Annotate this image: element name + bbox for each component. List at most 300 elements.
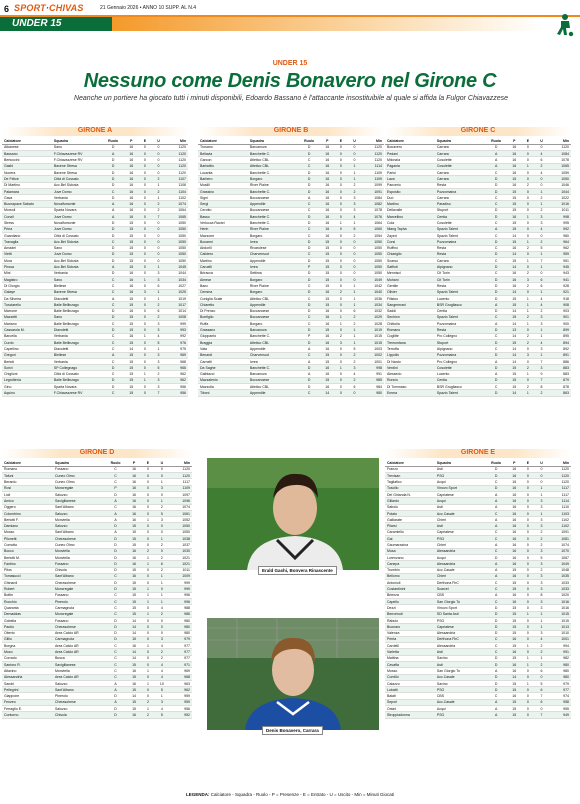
cell-p: 15 bbox=[127, 536, 141, 542]
cell-team: Acqui bbox=[435, 498, 485, 504]
cell-min: 959 bbox=[169, 693, 192, 699]
cell-u: 2 bbox=[348, 352, 362, 358]
cell-team: Derthona FbC bbox=[435, 580, 485, 586]
cell-u: 2 bbox=[535, 536, 549, 542]
cell-team: Capriatese bbox=[435, 491, 485, 497]
cell-e: 1 bbox=[521, 371, 535, 377]
cell-team: Baile Bellinzago bbox=[52, 302, 102, 308]
cell-e: 0 bbox=[521, 473, 535, 479]
cell-u: 3 bbox=[535, 517, 549, 523]
cell-p: 15 bbox=[124, 365, 138, 371]
cell-p: 15 bbox=[124, 302, 138, 308]
cell-p: 16 bbox=[127, 498, 141, 504]
cell-p: 14 bbox=[507, 674, 521, 680]
cell-min: 1117 bbox=[548, 485, 571, 491]
cell-p: 14 bbox=[507, 232, 521, 238]
cell-u: 7 bbox=[535, 712, 549, 718]
cell-team: Appendile bbox=[248, 201, 298, 207]
cell-min: 969 bbox=[165, 352, 188, 358]
cell-min: 962 bbox=[169, 687, 192, 693]
cell-u: 0 bbox=[535, 674, 549, 680]
cell-e: 0 bbox=[521, 251, 535, 257]
cell-e: 0 bbox=[138, 157, 152, 163]
cell-team: Bavene Stresa bbox=[52, 163, 102, 169]
cell-p: 16 bbox=[127, 517, 141, 523]
cell-player: Demaddas bbox=[2, 611, 53, 617]
cell-player: Vietti bbox=[2, 251, 52, 257]
cell-player: Trevisan bbox=[385, 473, 435, 479]
cell-min: 1060 bbox=[361, 226, 384, 232]
cell-team: Acc.Bel Sidonia bbox=[52, 239, 102, 245]
cell-team: Barcanova bbox=[248, 371, 298, 377]
cell-e: 3 bbox=[138, 289, 152, 295]
cell-p: 15 bbox=[320, 358, 334, 364]
cell-player: Mazzone bbox=[198, 232, 248, 238]
cell-role: D bbox=[298, 365, 321, 371]
cell-e: 0 bbox=[334, 302, 348, 308]
cell-team: Verbania bbox=[52, 195, 102, 201]
cell-u: 1 bbox=[535, 251, 549, 257]
cell-u: 1 bbox=[348, 220, 362, 226]
cell-p: 16 bbox=[507, 636, 521, 642]
cell-min: 1037 bbox=[169, 542, 192, 548]
cell-role: D bbox=[102, 258, 125, 264]
cell-u: 7 bbox=[152, 214, 166, 220]
cell-team: Banchette C. bbox=[248, 220, 298, 226]
cell-min: 1091 bbox=[548, 529, 571, 535]
cell-team: Moncregale bbox=[53, 611, 104, 617]
cell-e: 0 bbox=[138, 182, 152, 188]
cell-player: Bertotti F. bbox=[2, 517, 53, 523]
column-header: P bbox=[124, 138, 138, 144]
cell-min: 1078 bbox=[361, 207, 384, 213]
cell-u: 5 bbox=[155, 510, 169, 516]
cell-e: 0 bbox=[521, 479, 535, 485]
cell-min: 1040 bbox=[361, 289, 384, 295]
cell-min: 974 bbox=[548, 693, 571, 699]
cell-u: 1 bbox=[535, 485, 549, 491]
cell-p: 15 bbox=[124, 220, 138, 226]
cell-role: D bbox=[104, 693, 127, 699]
cell-role: C bbox=[485, 384, 508, 390]
cell-p: 15 bbox=[127, 523, 141, 529]
cell-player: Fenzeo bbox=[2, 699, 53, 705]
cell-u: 0 bbox=[155, 630, 169, 636]
cell-player: Potato bbox=[385, 510, 435, 516]
cell-team: Monviella bbox=[53, 668, 104, 674]
cell-role: C bbox=[104, 643, 127, 649]
cell-u: 1 bbox=[535, 617, 549, 623]
cell-player: Bellavia bbox=[198, 151, 248, 157]
cell-p: 16 bbox=[320, 340, 334, 346]
cell-player: Di Prenzo bbox=[198, 308, 248, 314]
cell-player: Rabulo bbox=[385, 617, 435, 623]
cell-player: Pilarsi bbox=[385, 523, 435, 529]
cell-p: 15 bbox=[124, 321, 138, 327]
cell-team: Borgaro bbox=[248, 277, 298, 283]
cell-p: 16 bbox=[124, 214, 138, 220]
cell-u: 5 bbox=[535, 554, 549, 560]
cell-e: 1 bbox=[141, 668, 155, 674]
cell-role: D bbox=[485, 680, 508, 686]
cell-p: 15 bbox=[127, 599, 141, 605]
cell-role: D bbox=[485, 485, 508, 491]
cell-player: Briracca bbox=[198, 270, 248, 276]
cell-player: Mozo bbox=[2, 649, 53, 655]
cell-p: 16 bbox=[127, 504, 141, 510]
cell-e: 1 bbox=[141, 586, 155, 592]
cell-min: 976 bbox=[165, 340, 188, 346]
cell-role: D bbox=[298, 258, 321, 264]
cell-team: Sano bbox=[52, 245, 102, 251]
cell-player: Coniglia Scale bbox=[198, 295, 248, 301]
cell-u: 3 bbox=[535, 586, 549, 592]
cell-role: A bbox=[485, 226, 508, 232]
cell-p: 15 bbox=[124, 232, 138, 238]
cell-role: A bbox=[298, 195, 321, 201]
cell-p: 15 bbox=[507, 176, 521, 182]
cell-u: 0 bbox=[535, 479, 549, 485]
cell-min: 1027 bbox=[165, 283, 188, 289]
cell-e: 1 bbox=[141, 611, 155, 617]
cell-u: 8 bbox=[535, 384, 549, 390]
cell-player: Dellavalle bbox=[385, 207, 435, 213]
cell-role: D bbox=[485, 365, 508, 371]
cell-role: D bbox=[104, 624, 127, 630]
cell-min: 999 bbox=[165, 321, 188, 327]
cell-min: 1050 bbox=[548, 176, 571, 182]
cell-min: 1120 bbox=[548, 144, 571, 150]
cell-team: Appendile bbox=[248, 346, 298, 352]
cell-e: 0 bbox=[521, 485, 535, 491]
cell-u: 2 bbox=[152, 188, 166, 194]
cell-min: 1020 bbox=[548, 592, 571, 598]
cell-u: 4 bbox=[535, 295, 549, 301]
cell-min: 1015 bbox=[548, 617, 571, 623]
cell-player: Grassano bbox=[198, 327, 248, 333]
cell-role: C bbox=[485, 220, 508, 226]
cell-player: Robert bbox=[2, 586, 53, 592]
cell-player: Musa bbox=[385, 548, 435, 554]
cell-e: 0 bbox=[138, 270, 152, 276]
cell-min: 980 bbox=[548, 232, 571, 238]
cell-p: 15 bbox=[507, 314, 521, 320]
cell-player: Chiaretto bbox=[198, 302, 248, 308]
cell-p: 15 bbox=[320, 270, 334, 276]
cell-player: Pitos bbox=[2, 567, 53, 573]
cell-player: Cassarola M. bbox=[2, 327, 52, 333]
cell-e: 0 bbox=[334, 144, 348, 150]
cell-player: Gillardo bbox=[385, 498, 435, 504]
cell-player: Mennisci bbox=[385, 270, 435, 276]
cell-player: Mazzetti bbox=[2, 314, 52, 320]
cell-u: 7 bbox=[535, 358, 549, 364]
cell-min: 1120 bbox=[165, 151, 188, 157]
cell-min: 1030 bbox=[169, 548, 192, 554]
cell-player: Gillio bbox=[2, 636, 53, 642]
column-header: Calciatore bbox=[385, 138, 435, 144]
cell-player: Musilli bbox=[198, 182, 248, 188]
cell-p: 14 bbox=[507, 289, 521, 295]
cell-u: 2 bbox=[535, 662, 549, 668]
cell-player: Da Silveira bbox=[2, 295, 52, 301]
cell-e: 0 bbox=[521, 630, 535, 636]
cell-role: D bbox=[298, 289, 321, 295]
cell-u: 1 bbox=[155, 573, 169, 579]
cell-role: A bbox=[485, 706, 508, 712]
cell-p: 16 bbox=[320, 226, 334, 232]
cell-min: 992 bbox=[548, 226, 571, 232]
cell-p: 15 bbox=[124, 377, 138, 383]
cell-role: C bbox=[485, 548, 508, 554]
cell-role: C bbox=[102, 346, 125, 352]
cell-team: Sant'Albano bbox=[53, 504, 104, 510]
column-header: U bbox=[152, 138, 166, 144]
cell-p: 16 bbox=[507, 182, 521, 188]
cell-player: Albanese bbox=[2, 144, 52, 150]
cell-player: Canepa bbox=[385, 561, 435, 567]
cell-u: 0 bbox=[155, 529, 169, 535]
cell-p: 14 bbox=[124, 346, 138, 352]
cell-team: PSG bbox=[435, 687, 485, 693]
cell-u: 3 bbox=[152, 270, 166, 276]
cell-p: 15 bbox=[127, 592, 141, 598]
cell-min: 900 bbox=[548, 321, 571, 327]
column-header: Ruolo bbox=[485, 460, 508, 466]
cell-min: 1002 bbox=[361, 352, 384, 358]
cell-role: A bbox=[485, 567, 508, 573]
cell-team: Acc.Casale bbox=[435, 674, 485, 680]
cell-role: D bbox=[485, 289, 508, 295]
cell-min: 971 bbox=[169, 662, 192, 668]
cell-u: 3 bbox=[152, 327, 166, 333]
cell-player: Balati bbox=[385, 693, 435, 699]
cell-player: Rosi bbox=[2, 485, 53, 491]
cell-min: 899 bbox=[548, 327, 571, 333]
cell-p: 16 bbox=[320, 346, 334, 352]
cell-role: D bbox=[104, 636, 127, 642]
cell-p: 14 bbox=[507, 352, 521, 358]
cell-player: Mitonzia bbox=[385, 157, 435, 163]
cell-e: 2 bbox=[521, 283, 535, 289]
cell-min: 1120 bbox=[361, 157, 384, 163]
cell-min: 1050 bbox=[361, 258, 384, 264]
cell-p: 16 bbox=[320, 188, 334, 194]
cell-min: 1074 bbox=[548, 542, 571, 548]
cell-p: 16 bbox=[507, 144, 521, 150]
cell-team: Scarcel bbox=[435, 586, 485, 592]
cell-player: Verlucca Ravari bbox=[198, 220, 248, 226]
cell-u: 2 bbox=[152, 176, 166, 182]
cell-min: 878 bbox=[548, 384, 571, 390]
cell-team: Banchette C. bbox=[248, 214, 298, 220]
cell-role: D bbox=[485, 214, 508, 220]
cell-team: Resta bbox=[435, 245, 485, 251]
cell-e: 2 bbox=[521, 384, 535, 390]
cell-team: Charvensod bbox=[248, 251, 298, 257]
cell-u: 0 bbox=[535, 473, 549, 479]
cell-p: 15 bbox=[320, 264, 334, 270]
cell-role: C bbox=[485, 314, 508, 320]
cell-u: 0 bbox=[535, 176, 549, 182]
cell-e: 1 bbox=[138, 371, 152, 377]
cell-e: 1 bbox=[334, 365, 348, 371]
cell-e: 0 bbox=[141, 630, 155, 636]
cell-player: Saddi bbox=[385, 308, 435, 314]
cell-min: 1050 bbox=[361, 251, 384, 257]
cell-u: 2 bbox=[155, 554, 169, 560]
cell-min: 1013 bbox=[548, 624, 571, 630]
cell-role: D bbox=[485, 624, 508, 630]
cell-u: 0 bbox=[535, 466, 549, 472]
cell-team: Resta bbox=[435, 251, 485, 257]
cell-role: D bbox=[298, 176, 321, 182]
cell-player: Magistro bbox=[2, 277, 52, 283]
cell-team: Pozzomaina bbox=[435, 321, 485, 327]
cell-u: 1 bbox=[348, 163, 362, 169]
cell-u: 2 bbox=[152, 302, 166, 308]
cell-u: 1 bbox=[155, 498, 169, 504]
cell-player: Borgna bbox=[2, 643, 53, 649]
cell-team: Cherasohese bbox=[53, 580, 104, 586]
cell-min: 1022 bbox=[548, 195, 571, 201]
group-d-table bbox=[2, 460, 192, 719]
cell-role: D bbox=[298, 377, 321, 383]
cell-p: 15 bbox=[507, 220, 521, 226]
cell-role: C bbox=[298, 157, 321, 163]
cell-player: Corsi bbox=[385, 239, 435, 245]
cell-min: 1016 bbox=[548, 599, 571, 605]
cell-player: Dezzi bbox=[385, 605, 435, 611]
cell-role: A bbox=[298, 346, 321, 352]
cell-p: 16 bbox=[124, 277, 138, 283]
cell-role: D bbox=[485, 207, 508, 213]
cell-e: 0 bbox=[521, 491, 535, 497]
cell-player: Mini bbox=[2, 270, 52, 276]
cell-e: 1 bbox=[521, 611, 535, 617]
cell-u: 1 bbox=[348, 283, 362, 289]
cell-p: 15 bbox=[124, 295, 138, 301]
cell-role: C bbox=[485, 479, 508, 485]
cell-p: 15 bbox=[127, 611, 141, 617]
cell-min: 1021 bbox=[169, 561, 192, 567]
cell-e: 2 bbox=[521, 340, 535, 346]
cell-team: Acqui bbox=[435, 479, 485, 485]
cell-role: D bbox=[485, 264, 508, 270]
cell-role: C bbox=[102, 371, 125, 377]
cell-min: 999 bbox=[169, 586, 192, 592]
cell-e: 0 bbox=[521, 157, 535, 163]
cell-u: 2 bbox=[348, 358, 362, 364]
cell-role: D bbox=[485, 144, 508, 150]
cell-p: 16 bbox=[507, 662, 521, 668]
cell-p: 16 bbox=[127, 554, 141, 560]
cell-player: Gashi bbox=[2, 163, 52, 169]
column-header: U bbox=[155, 460, 169, 466]
cell-min: 1117 bbox=[548, 491, 571, 497]
cell-u: 0 bbox=[535, 232, 549, 238]
cell-p: 15 bbox=[507, 655, 521, 661]
cell-p: 14 bbox=[507, 358, 521, 364]
cell-role: C bbox=[104, 611, 127, 617]
cell-p: 15 bbox=[124, 314, 138, 320]
cell-team: Pinerolo bbox=[53, 599, 104, 605]
cell-u: 0 bbox=[535, 270, 549, 276]
cell-u: 4 bbox=[155, 605, 169, 611]
cell-role: A bbox=[485, 321, 508, 327]
cell-e: 3 bbox=[334, 340, 348, 346]
cell-u: 0 bbox=[155, 491, 169, 497]
cell-min: 1120 bbox=[548, 466, 571, 472]
cell-u: 2 bbox=[535, 308, 549, 314]
cell-e: 0 bbox=[521, 517, 535, 523]
cell-player: Esposito bbox=[385, 188, 435, 194]
cell-role: C bbox=[298, 207, 321, 213]
cell-team: Sant'Albano bbox=[53, 529, 104, 535]
cell-role: D bbox=[104, 630, 127, 636]
cell-min: 1064 bbox=[361, 220, 384, 226]
cell-min: 980 bbox=[169, 624, 192, 630]
cell-team: Cosolette bbox=[435, 220, 485, 226]
cell-team: Juve Domo bbox=[52, 226, 102, 232]
cell-e: 0 bbox=[141, 510, 155, 516]
column-header: E bbox=[521, 460, 535, 466]
cell-u: 1 bbox=[348, 295, 362, 301]
table-row bbox=[2, 390, 188, 396]
cell-player: Toscillo bbox=[385, 485, 435, 491]
cell-player: Altavino bbox=[2, 668, 53, 674]
cell-e: 0 bbox=[521, 617, 535, 623]
cell-e: 0 bbox=[138, 226, 152, 232]
cell-min: 895 bbox=[548, 333, 571, 339]
cell-team: Moncregale bbox=[53, 485, 104, 491]
cell-team: Cherasohese bbox=[53, 699, 104, 705]
cell-player: Tremontana bbox=[385, 340, 435, 346]
cell-team: F.Chiavazzese RV bbox=[52, 390, 102, 396]
column-header: P bbox=[507, 460, 521, 466]
cell-player: Travaglia bbox=[2, 239, 52, 245]
cell-player: Comotto bbox=[2, 542, 53, 548]
cell-team: Borgaro bbox=[248, 176, 298, 182]
cell-role: D bbox=[485, 605, 508, 611]
cell-team: Carrara bbox=[435, 169, 485, 175]
column-header: Ruolo bbox=[102, 138, 125, 144]
cell-team: Verbania bbox=[52, 333, 102, 339]
cell-u: 5 bbox=[152, 340, 166, 346]
cell-min: 1109 bbox=[169, 485, 192, 491]
cell-e: 0 bbox=[141, 485, 155, 491]
cell-role: C bbox=[102, 321, 125, 327]
cell-e: 0 bbox=[334, 295, 348, 301]
cell-min: 921 bbox=[548, 289, 571, 295]
column-header: Calciatore bbox=[385, 460, 435, 466]
cell-team: Asti bbox=[435, 523, 485, 529]
cell-player: Cavaffa bbox=[385, 662, 435, 668]
cell-player: Varletta bbox=[385, 649, 435, 655]
cell-team: Appendile bbox=[248, 390, 298, 396]
cell-team: Biellese bbox=[52, 352, 102, 358]
cell-team: Area Calcio AR bbox=[53, 630, 104, 636]
cell-u: 5 bbox=[155, 712, 169, 718]
cell-role: D bbox=[102, 377, 125, 383]
cell-player: Capellino bbox=[2, 346, 52, 352]
cell-team: Città di Cossato bbox=[52, 232, 102, 238]
cell-min: 1015 bbox=[361, 333, 384, 339]
cell-u: 0 bbox=[155, 617, 169, 623]
cell-team: Cit Torin bbox=[435, 270, 485, 276]
cell-p: 15 bbox=[124, 358, 138, 364]
cell-e: 0 bbox=[521, 289, 535, 295]
